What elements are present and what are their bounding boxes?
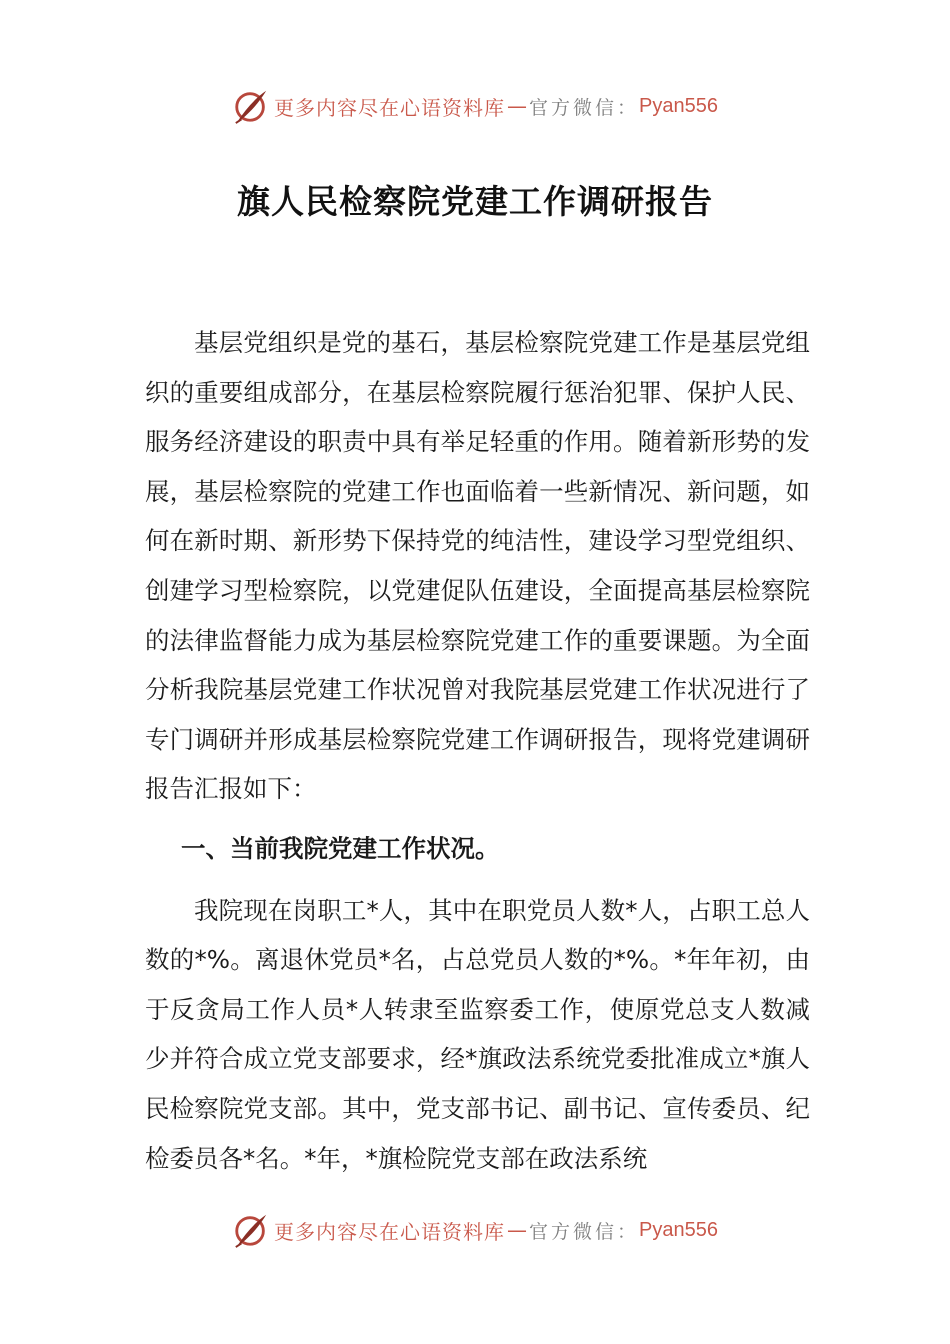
banner-wechat-id: Pyan556: [639, 1218, 718, 1241]
footer-banner: [0, 1208, 950, 1252]
quill-pen-logo-icon: [232, 1211, 270, 1249]
banner-dash: —: [507, 94, 527, 118]
banner-promo-text: 更多内容尽在心语资料库: [274, 95, 505, 120]
section-1-paragraph: 我院现在岗职工*人，其中在职党员人数*人，占职工总人数的*%。离退休党员*名，占总党员人数的*%。*年年初，由于反贪局工作人员*人转隶至监察委工作，使原党总支人数减少并符合成立党支部要求，经*旗政法系统党委批准成立*旗人民检察院党支部。其中，党支部书记、副书记、宣传委员、纪检委员各*名。*年，*旗检院党支部在政法系统: [145, 895, 810, 1173]
banner-promo-text: 更多内容尽在心语资料库: [274, 1219, 505, 1244]
banner-wechat-label: 官方微信：: [529, 96, 640, 119]
intro-paragraph: 基层党组织是党的基石，基层检察院党建工作是基层党组织的重要组成部分，在基层检察院履行惩治犯罪、保护人民、服务经济建设的职责中具有举足轻重的作用。随着新形势的发展，基层检察院的党建工作也面临着一些新情况、新问题，如何在新时期、新形势下保持党的纯洁性，建设学习型党组织、创建学习型检察院，以党建促队伍建设，全面提高基层检察院的法律监督能力成为基层检察院党建工作的重要课题。为全面分析我院基层党建工作状况曾对我院基层党建工作状况进行了专门调研并形成基层检察院党建工作调研报告，现将党建调研报告汇报如下：: [145, 328, 810, 804]
banner-wechat-label: 官方微信：: [529, 1220, 640, 1243]
quill-pen-logo-icon: [232, 87, 270, 125]
banner-wechat-id: Pyan556: [639, 94, 718, 117]
document-body: [145, 318, 810, 1183]
document-title: 旗人民检察院党建工作调研报告: [237, 182, 713, 221]
banner-dash: —: [507, 1218, 527, 1242]
section-1-heading: 一、当前我院党建工作状况。: [181, 833, 500, 863]
header-banner: [0, 84, 950, 128]
